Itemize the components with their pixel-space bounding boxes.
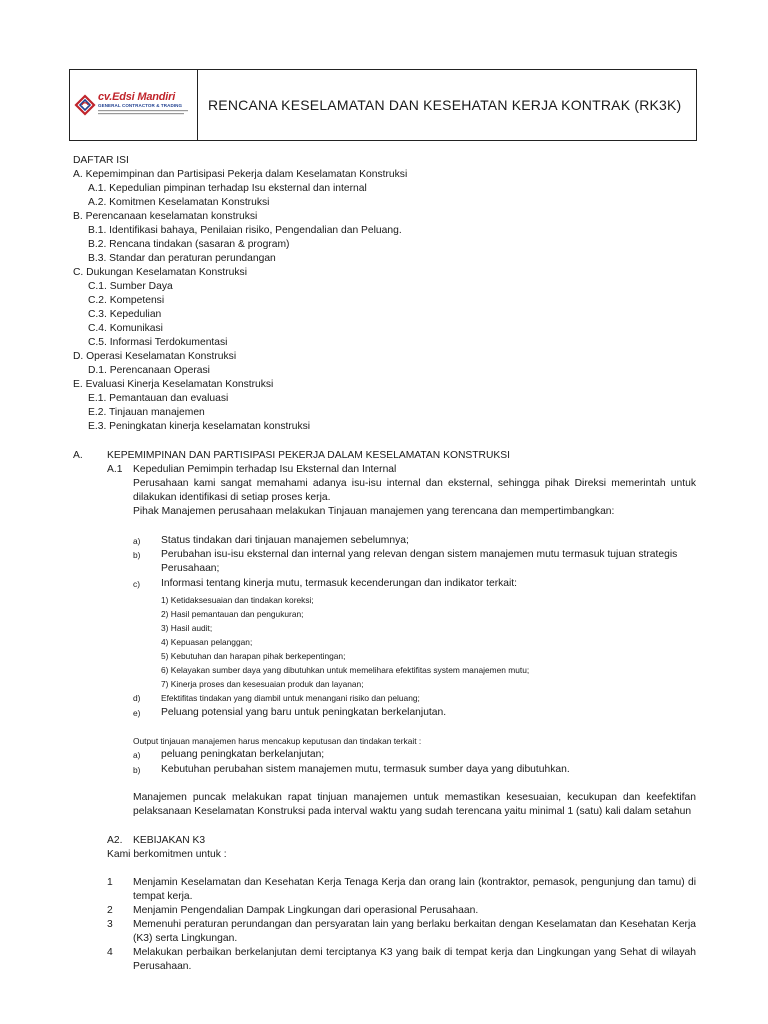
list-marker: a) [133,750,141,760]
paragraph-line: Kami berkomitmen untuk : [107,849,227,860]
commitment-text: Menjamin Keselamatan dan Kesehatan Kerja Tenaga Kerja dan orang lain (kontraktor, pemasok, pengunjung dan tamu) di [133,877,696,888]
list-item: Perubahan isu-isu eksternal dan internal yang relevan dengan sistem manajemen mutu termasuk tujuan strategis [161,549,678,560]
sublist-item: 3) Hasil audit; [161,623,213,633]
section-title: KEPEMIMPINAN DAN PARTISIPASI PEKERJA DALAM KESELAMATAN KONSTRUKSI [107,450,511,461]
list-item: Peluang potensial yang baru untuk peningkatan berkelanjutan. [161,707,447,718]
company-logo-icon [74,94,96,116]
commitment-text: tempat kerja. [133,891,193,902]
toc-item: E.3. Peningkatan kinerja keselamatan konstruksi [88,421,311,432]
toc-item: C.4. Komunikasi [88,323,163,334]
sublist-item: 7) Kinerja proses dan kesesuaian produk dan layanan; [161,679,364,689]
list-marker: c) [133,579,140,589]
commitment-number: 4 [107,947,113,958]
toc-item: B. Perencanaan keselamatan konstruksi [73,211,258,222]
list-item: Perusahaan; [161,563,220,574]
list-item: Status tindakan dari tinjauan manajemen sebelumnya; [161,535,409,546]
toc-item: D. Operasi Keselamatan Konstruksi [73,351,237,362]
toc-item: C.5. Informasi Terdokumentasi [88,337,228,348]
sublist-item: 4) Kepuasan pelanggan; [161,637,253,647]
toc-item: B.1. Identifikasi bahaya, Penilaian risiko, Pengendalian dan Peluang. [88,225,402,236]
paragraph-line: pelaksanaan Keselamatan Konstruksi pada interval waktu yang sudah terencana yaitu minimal 1 (satu) kali dalam setahun [133,806,692,817]
list-marker: b) [133,550,141,560]
paragraph-line: Pihak Manajemen perusahaan melakukan Tinjauan manajemen yang terencana dan mempertimbangkan: [133,506,615,517]
section-letter: A. [73,450,83,461]
toc-item: A.2. Komitmen Keselamatan Konstruksi [88,197,270,208]
paragraph-line: dilakukan identifikasi di setiap proses kerja. [133,492,331,503]
sublist-item: 1) Ketidaksesuaian dan tindakan koreksi; [161,595,314,605]
document-header [69,69,697,141]
subsection-title: Kepedulian Pemimpin terhadap Isu Eksternal dan Internal [133,464,397,475]
toc-item: E. Evaluasi Kinerja Keselamatan Konstruksi [73,379,274,390]
logo-tagline: GENERAL CONTRACTOR & TRADING [98,102,183,108]
paragraph-line: Perusahaan kami sangat memahami adanya isu-isu internal dan eksternal, sehingga pihak Direksi memerintah untuk [133,478,696,489]
list-marker: d) [133,693,141,703]
list-item: Kebutuhan perubahan sistem manajemen mutu, termasuk sumber daya yang dibutuhkan. [161,764,570,775]
company-logo [70,70,198,140]
toc-item: C. Dukungan Keselamatan Konstruksi [73,267,247,278]
commitment-text: Menjamin Pengendalian Dampak Lingkungan dari operasional Perusahaan. [133,905,479,916]
sublist-item: 2) Hasil pemantauan dan pengukuran; [161,609,304,619]
list-marker: e) [133,708,141,718]
commitment-number: 2 [107,905,113,916]
toc-heading: DAFTAR ISI [73,155,129,166]
toc-item: C.1. Sumber Daya [88,281,173,292]
paragraph-line: Output tinjauan manajemen harus mencakup keputusan dan tindakan terkait : [133,736,422,746]
toc-item: B.2. Rencana tindakan (sasaran & program) [88,239,290,250]
toc-item: E.2. Tinjauan manajemen [88,407,205,418]
toc-item: A. Kepemimpinan dan Partisipasi Pekerja dalam Keselamatan Konstruksi [73,169,408,180]
list-item: Informasi tentang kinerja mutu, termasuk kecenderungan dan indikator terkait: [161,578,518,589]
toc-item: A.1. Kepedulian pimpinan terhadap Isu eksternal dan internal [88,183,367,194]
list-item: peluang peningkatan berkelanjutan; [161,749,325,760]
commitment-text: Melakukan perbaikan berkelanjutan demi terciptanya K3 yang baik di tempat kerja dan Lingkungan yang Sehat di wilayah [133,947,696,958]
commitment-number: 3 [107,919,113,930]
toc-item: C.2. Kompetensi [88,295,165,306]
toc-item: B.3. Standar dan peraturan perundangan [88,253,276,264]
toc-item: E.1. Pemantauan dan evaluasi [88,393,229,404]
paragraph-line: Manajemen puncak melakukan rapat tinjuan manajemen untuk memastikan kesesuaian, kecukupan dan keefektifan [133,792,696,803]
sublist-item: 5) Kebutuhan dan harapan pihak berkepentingan; [161,651,346,661]
subsection-title: KEBIJAKAN K3 [133,835,206,846]
document-title: RENCANA KESELAMATAN DAN KESEHATAN KERJA KONTRAK (RK3K) [208,97,682,113]
sublist-item: 6) Kelayakan sumber daya yang dibutuhkan untuk memelihara efektifitas system manajemen mutu; [161,665,530,675]
toc-item: D.1. Perencanaan Operasi [88,365,210,376]
commitment-text: (K3) serta Lingkungan. [133,933,238,944]
logo-fine-print [98,109,190,118]
commitment-text: Memenuhi peraturan perundangan dan persyaratan lain yang berlaku berkaitan dengan Keselamatan dan Kesehatan Kerja [133,919,696,930]
subsection-number: A.1 [107,464,123,475]
commitment-number: 1 [107,877,113,888]
commitment-text: Perusahaan. [133,961,192,972]
logo-company-name: cv.Edsi Mandiri [98,90,176,103]
list-marker: b) [133,765,141,775]
list-item: Efektifitas tindakan yang diambil untuk menangani risiko dan peluang; [161,693,420,703]
subsection-number: A2. [107,835,123,846]
list-marker: a) [133,536,141,546]
toc-item: C.3. Kepedulian [88,309,162,320]
